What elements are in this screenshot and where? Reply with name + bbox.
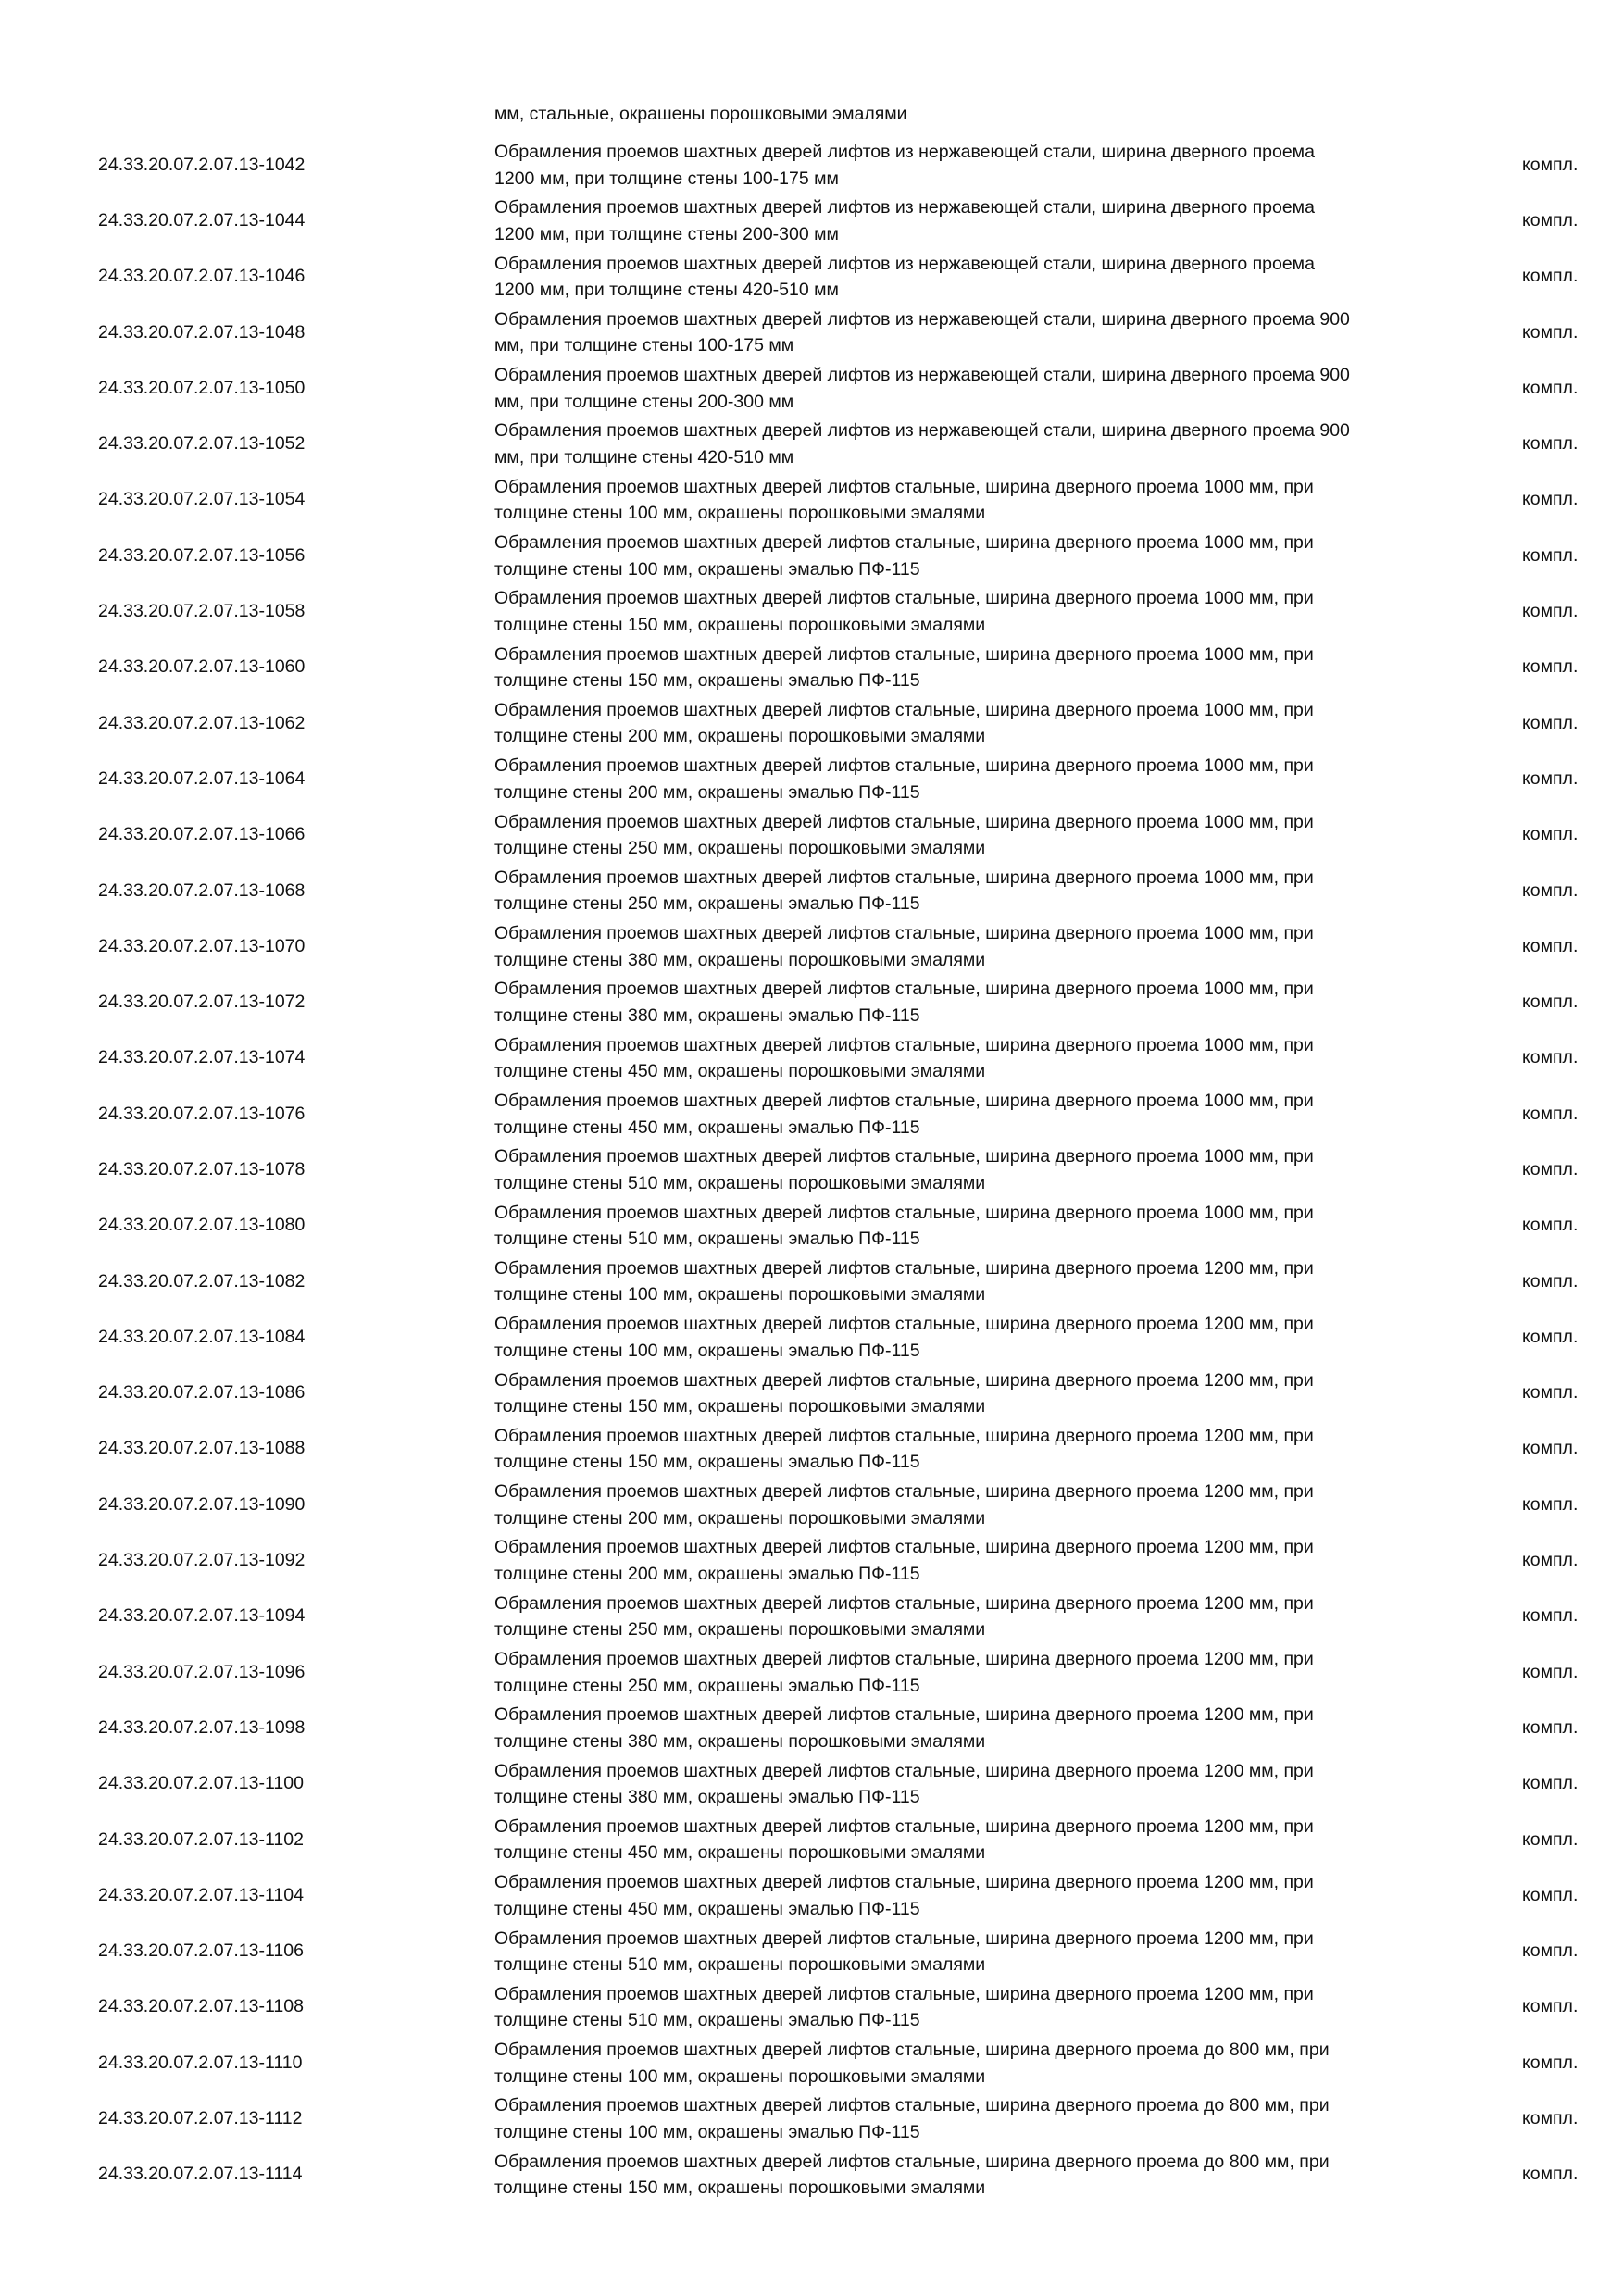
description-line-1: Обрамления проемов шахтных дверей лифтов стальные, ширина дверного проема 1200 мм, при [494,1704,1314,1726]
item-description [494,1143,1448,1196]
table-row [0,193,1624,248]
item-unit: компл. [1522,377,1579,398]
description-line-1: Обрамления проемов шахтных дверей лифтов стальные, ширина дверного проема 1200 мм, при [494,1760,1314,1781]
item-description [494,753,1448,805]
item-unit: компл. [1522,1940,1579,1962]
description-line-2: толщине стены 380 мм, окрашены порошковыми эмалями [494,949,986,970]
item-code: 24.33.20.07.2.07.13-1054 [98,489,306,510]
item-code: 24.33.20.07.2.07.13-1078 [98,1158,306,1179]
table-row [0,1589,1624,1644]
item-unit: компл. [1522,489,1579,510]
table-row [0,249,1624,305]
description-line-2: толщине стены 510 мм, окрашены эмалью ПФ-115 [494,1229,920,1250]
item-unit: компл. [1522,544,1579,566]
item-code: 24.33.20.07.2.07.13-1094 [98,1605,306,1627]
item-code: 24.33.20.07.2.07.13-1106 [98,1940,304,1962]
item-description [494,2037,1448,2090]
description-line-2: толщине стены 100 мм, окрашены эмалью ПФ-115 [494,558,920,580]
item-code: 24.33.20.07.2.07.13-1070 [98,935,306,956]
item-description [494,139,1448,192]
description-line-1: Обрамления проемов шахтных дверей лифтов из нержавеющей стали, ширина дверного проема 900 [494,420,1350,442]
description-line-1: Обрамления проемов шахтных дверей лифтов стальные, ширина дверного проема 1000 мм, при [494,699,1314,720]
table-row [0,1366,1624,1421]
table-row [0,137,1624,193]
description-line-2: толщине стены 150 мм, окрашены порошковыми эмалями [494,2177,986,2199]
item-description [494,418,1448,470]
description-line-2: мм, при толщине стены 100-175 мм [494,335,794,356]
description-line-2: толщине стены 100 мм, окрашены порошковыми эмалями [494,1284,986,1305]
item-description [494,474,1448,527]
item-code: 24.33.20.07.2.07.13-1048 [98,321,306,343]
table-row [0,751,1624,806]
item-description [494,1367,1448,1420]
description-line-1: Обрамления проемов шахтных дверей лифтов стальные, ширина дверного проема 1000 мм, при [494,867,1314,888]
item-description [494,194,1448,247]
item-unit: компл. [1522,1773,1579,1794]
description-line-2: толщине стены 380 мм, окрашены эмалью ПФ-115 [494,1004,920,1026]
table-row [0,807,1624,863]
item-unit: компл. [1522,1326,1579,1347]
item-code: 24.33.20.07.2.07.13-1114 [98,2164,303,2185]
item-description [494,642,1448,694]
table-row [0,2147,1624,2202]
description-line-2: толщине стены 100 мм, окрашены порошковыми эмалями [494,503,986,524]
item-unit: компл. [1522,935,1579,956]
description-line-2: толщине стены 450 мм, окрашены эмалью ПФ-115 [494,1117,920,1138]
description-line-1: Обрамления проемов шахтных дверей лифтов стальные, ширина дверного проема 1200 мм, при [494,1983,1314,2004]
item-code: 24.33.20.07.2.07.13-1052 [98,433,306,455]
description-line-2: толщине стены 150 мм, окрашены эмалью ПФ-115 [494,670,920,692]
item-description [494,585,1448,638]
item-code: 24.33.20.07.2.07.13-1074 [98,1047,306,1068]
table-row [0,416,1624,471]
table-row [0,1700,1624,1755]
description-line-2: толщине стены 100 мм, окрашены эмалью ПФ-115 [494,1340,920,1361]
table-row [0,1979,1624,2035]
description-line-2: толщине стены 200 мм, окрашены эмалью ПФ-115 [494,1563,920,1584]
item-unit: компл. [1522,2108,1579,2129]
item-code: 24.33.20.07.2.07.13-1086 [98,1382,306,1404]
item-unit: компл. [1522,992,1579,1013]
item-unit: компл. [1522,1493,1579,1515]
description-line-1: Обрамления проемов шахтных дверей лифтов стальные, ширина дверного проема 1200 мм, при [494,1928,1314,1949]
description-line-1: Обрамления проемов шахтных дверей лифтов из нержавеющей стали, ширина дверного проема [494,197,1315,218]
description-line-2: толщине стены 200 мм, окрашены порошковыми эмалями [494,726,986,747]
item-description [494,1869,1448,1922]
item-description [494,306,1448,359]
table-row [0,2035,1624,2090]
item-description [494,1814,1448,1866]
description-line-1: Обрамления проемов шахтных дверей лифтов из нержавеющей стали, ширина дверного проема [494,142,1315,162]
description-line-1: Обрамления проемов шахтных дверей лифтов стальные, ширина дверного проема 1200 мм, при [494,1314,1314,1335]
description-line-2: толщине стены 450 мм, окрашены порошковыми эмалями [494,1842,986,1864]
description-line-1: Обрамления проемов шахтных дверей лифтов стальные, ширина дверного проема 1200 мм, при [494,1369,1314,1391]
item-description [494,809,1448,862]
item-unit: компл. [1522,1605,1579,1627]
item-code: 24.33.20.07.2.07.13-1098 [98,1716,306,1738]
item-code: 24.33.20.07.2.07.13-1104 [98,1884,304,1905]
item-unit: компл. [1522,1828,1579,1850]
description-line-1: Обрамления проемов шахтных дверей лифтов стальные, ширина дверного проема 1200 мм, при [494,1649,1314,1670]
item-code: 24.33.20.07.2.07.13-1082 [98,1270,306,1292]
item-unit: компл. [1522,321,1579,343]
continuation-text: мм, стальные, окрашены порошковыми эмалями [494,104,907,124]
table-row [0,1086,1624,1142]
item-code: 24.33.20.07.2.07.13-1058 [98,601,306,622]
table-row [0,528,1624,583]
item-code: 24.33.20.07.2.07.13-1060 [98,656,306,678]
description-line-2: толщине стены 380 мм, окрашены эмалью ПФ-115 [494,1787,920,1808]
item-description [494,362,1448,415]
description-line-2: толщине стены 150 мм, окрашены порошковыми эмалями [494,614,986,635]
table-body [0,137,1624,2202]
item-description [494,251,1448,304]
table-row [0,305,1624,360]
table-row [0,1532,1624,1588]
table-row [0,1421,1624,1477]
description-line-2: 1200 мм, при толщине стены 420-510 мм [494,280,839,301]
description-line-1: Обрамления проемов шахтных дверей лифтов стальные, ширина дверного проема 1200 мм, при [494,1872,1314,1893]
item-description [494,1200,1448,1253]
table-row [0,360,1624,416]
item-code: 24.33.20.07.2.07.13-1090 [98,1493,306,1515]
description-line-2: толщине стены 100 мм, окрашены порошковыми эмалями [494,2065,986,2087]
item-description [494,1255,1448,1308]
item-description [494,1926,1448,1978]
table-row [0,583,1624,639]
item-code: 24.33.20.07.2.07.13-1072 [98,992,306,1013]
item-description [494,865,1448,917]
table-row [0,1309,1624,1365]
table-row [0,974,1624,1029]
item-unit: компл. [1522,2052,1579,2073]
item-code: 24.33.20.07.2.07.13-1080 [98,1215,306,1236]
item-unit: компл. [1522,433,1579,455]
description-line-1: Обрамления проемов шахтных дверей лифтов стальные, ширина дверного проема 1000 мм, при [494,755,1314,777]
description-line-1: Обрамления проемов шахтных дверей лифтов из нержавеющей стали, ширина дверного проема 900 [494,365,1350,386]
item-unit: компл. [1522,1215,1579,1236]
item-description [494,1032,1448,1085]
description-line-1: Обрамления проемов шахтных дверей лифтов стальные, ширина дверного проема до 800 мм, при [494,2151,1330,2172]
item-description [494,530,1448,582]
item-description [494,1591,1448,1643]
item-code: 24.33.20.07.2.07.13-1066 [98,824,306,845]
table-row [0,472,1624,528]
table-row [0,1477,1624,1532]
item-description [494,1981,1448,2034]
description-line-2: толщине стены 100 мм, окрашены эмалью ПФ-115 [494,2121,920,2142]
item-unit: компл. [1522,154,1579,175]
item-description [494,1758,1448,1811]
description-line-1: Обрамления проемов шахтных дверей лифтов стальные, ширина дверного проема 1000 мм, при [494,1091,1314,1112]
table-row [0,1030,1624,1086]
table-row [0,1812,1624,1867]
item-unit: компл. [1522,266,1579,287]
item-unit: компл. [1522,824,1579,845]
description-line-2: толщине стены 250 мм, окрашены эмалью ПФ-115 [494,1675,920,1696]
description-line-2: толщине стены 200 мм, окрашены порошковыми эмалями [494,1507,986,1529]
item-unit: компл. [1522,767,1579,789]
item-code: 24.33.20.07.2.07.13-1100 [98,1773,304,1794]
item-code: 24.33.20.07.2.07.13-1046 [98,266,306,287]
description-line-2: толщине стены 510 мм, окрашены эмалью ПФ-115 [494,2010,920,2031]
description-line-2: толщине стены 150 мм, окрашены эмалью ПФ-115 [494,1452,920,1473]
item-unit: компл. [1522,1103,1579,1124]
description-line-1: Обрамления проемов шахтных дверей лифтов из нержавеющей стали, ширина дверного проема [494,253,1315,274]
item-description [494,1479,1448,1531]
description-line-1: Обрамления проемов шахтных дверей лифтов стальные, ширина дверного проема 1200 мм, при [494,1592,1314,1614]
description-line-1: Обрамления проемов шахтных дверей лифтов стальные, ширина дверного проема 1000 мм, при [494,1202,1314,1223]
description-line-1: Обрамления проемов шахтных дверей лифтов стальные, ширина дверного проема 1200 мм, при [494,1425,1314,1446]
table-row [0,1198,1624,1254]
item-code: 24.33.20.07.2.07.13-1050 [98,377,306,398]
item-description [494,697,1448,750]
item-code: 24.33.20.07.2.07.13-1064 [98,767,306,789]
item-code: 24.33.20.07.2.07.13-1044 [98,209,306,231]
item-code: 24.33.20.07.2.07.13-1108 [98,1996,304,2017]
description-line-1: Обрамления проемов шахтных дверей лифтов стальные, ширина дверного проема до 800 мм, при [494,2095,1330,2116]
table-row [0,695,1624,751]
item-description [494,1423,1448,1476]
item-unit: компл. [1522,1996,1579,2017]
item-description [494,920,1448,973]
description-line-2: толщине стены 510 мм, окрашены порошковыми эмалями [494,1172,986,1193]
item-code: 24.33.20.07.2.07.13-1096 [98,1661,306,1682]
item-unit: компл. [1522,1270,1579,1292]
description-line-2: 1200 мм, при толщине стены 100-175 мм [494,168,839,189]
item-unit: компл. [1522,1550,1579,1571]
table-row [0,1142,1624,1197]
description-line-1: Обрамления проемов шахтных дверей лифтов стальные, ширина дверного проема 1200 мм, при [494,1816,1314,1837]
table-row [0,1756,1624,1812]
item-unit: компл. [1522,601,1579,622]
item-description [494,976,1448,1029]
item-unit: компл. [1522,1661,1579,1682]
item-code: 24.33.20.07.2.07.13-1088 [98,1438,306,1459]
item-code: 24.33.20.07.2.07.13-1042 [98,154,306,175]
description-line-1: Обрамления проемов шахтных дверей лифтов стальные, ширина дверного проема 1000 мм, при [494,811,1314,832]
item-unit: компл. [1522,712,1579,733]
description-line-2: 1200 мм, при толщине стены 200-300 мм [494,223,839,244]
item-unit: компл. [1522,2164,1579,2185]
item-description [494,1311,1448,1364]
item-unit: компл. [1522,1716,1579,1738]
item-code: 24.33.20.07.2.07.13-1110 [98,2052,303,2073]
description-line-2: толщине стены 250 мм, окрашены порошковыми эмалями [494,1619,986,1641]
item-code: 24.33.20.07.2.07.13-1084 [98,1326,306,1347]
description-line-1: Обрамления проемов шахтных дверей лифтов стальные, ширина дверного проема 1000 мм, при [494,588,1314,609]
item-unit: компл. [1522,1047,1579,1068]
table-row [0,863,1624,918]
table-row [0,1644,1624,1700]
item-unit: компл. [1522,1884,1579,1905]
description-line-2: толщине стены 510 мм, окрашены порошковыми эмалями [494,1954,986,1975]
item-description [494,1088,1448,1141]
description-line-2: толщине стены 150 мм, окрашены порошковыми эмалями [494,1396,986,1417]
table-row [0,1254,1624,1309]
item-unit: компл. [1522,880,1579,901]
description-line-2: мм, при толщине стены 200-300 мм [494,391,794,412]
description-line-1: Обрамления проемов шахтных дверей лифтов стальные, ширина дверного проема 1000 мм, при [494,923,1314,944]
description-line-1: Обрамления проемов шахтных дверей лифтов стальные, ширина дверного проема 1000 мм, при [494,1146,1314,1167]
item-code: 24.33.20.07.2.07.13-1076 [98,1103,306,1124]
description-line-1: Обрамления проемов шахтных дверей лифтов стальные, ширина дверного проема 1000 мм, при [494,979,1314,1000]
item-unit: компл. [1522,1438,1579,1459]
description-line-2: толщине стены 450 мм, окрашены порошковыми эмалями [494,1061,986,1082]
description-line-1: Обрамления проемов шахтных дверей лифтов из нержавеющей стали, ширина дверного проема 900 [494,308,1350,330]
table-row [0,1867,1624,1923]
item-unit: компл. [1522,209,1579,231]
description-line-2: мм, при толщине стены 420-510 мм [494,446,794,468]
item-description [494,1534,1448,1587]
item-code: 24.33.20.07.2.07.13-1102 [98,1828,304,1850]
item-code: 24.33.20.07.2.07.13-1068 [98,880,306,901]
table-row [0,2090,1624,2146]
item-unit: компл. [1522,1382,1579,1404]
table-row [0,640,1624,695]
item-description [494,2092,1448,2145]
description-line-1: Обрамления проемов шахтных дверей лифтов стальные, ширина дверного проема 1000 мм, при [494,532,1314,554]
item-description [494,2149,1448,2202]
item-code: 24.33.20.07.2.07.13-1056 [98,544,306,566]
item-code: 24.33.20.07.2.07.13-1112 [98,2108,303,2129]
table-row [0,918,1624,974]
item-unit: компл. [1522,656,1579,678]
item-description [494,1646,1448,1699]
description-line-1: Обрамления проемов шахтных дверей лифтов стальные, ширина дверного проема 1000 мм, при [494,643,1314,665]
table-row [0,1924,1624,1979]
item-description [494,1702,1448,1754]
description-line-2: толщине стены 250 мм, окрашены эмалью ПФ-115 [494,893,920,915]
description-line-2: толщине стены 380 мм, окрашены порошковыми эмалями [494,1730,986,1752]
description-line-2: толщине стены 450 мм, окрашены эмалью ПФ-115 [494,1898,920,1919]
description-line-1: Обрамления проемов шахтных дверей лифтов стальные, ширина дверного проема 1200 мм, при [494,1537,1314,1558]
item-code: 24.33.20.07.2.07.13-1092 [98,1550,306,1571]
item-code: 24.33.20.07.2.07.13-1062 [98,712,306,733]
description-line-1: Обрамления проемов шахтных дверей лифтов стальные, ширина дверного проема 1200 мм, при [494,1257,1314,1279]
description-line-1: Обрамления проемов шахтных дверей лифтов стальные, ширина дверного проема до 800 мм, при [494,2040,1330,2061]
description-line-2: толщине стены 250 мм, окрашены порошковыми эмалями [494,838,986,859]
item-unit: компл. [1522,1158,1579,1179]
description-line-1: Обрамления проемов шахтных дверей лифтов стальные, ширина дверного проема 1200 мм, при [494,1481,1314,1503]
description-line-1: Обрамления проемов шахтных дверей лифтов стальные, ширина дверного проема 1000 мм, при [494,476,1314,497]
description-line-2: толщине стены 200 мм, окрашены эмалью ПФ-115 [494,781,920,803]
description-line-1: Обрамления проемов шахтных дверей лифтов стальные, ширина дверного проема 1000 мм, при [494,1034,1314,1055]
